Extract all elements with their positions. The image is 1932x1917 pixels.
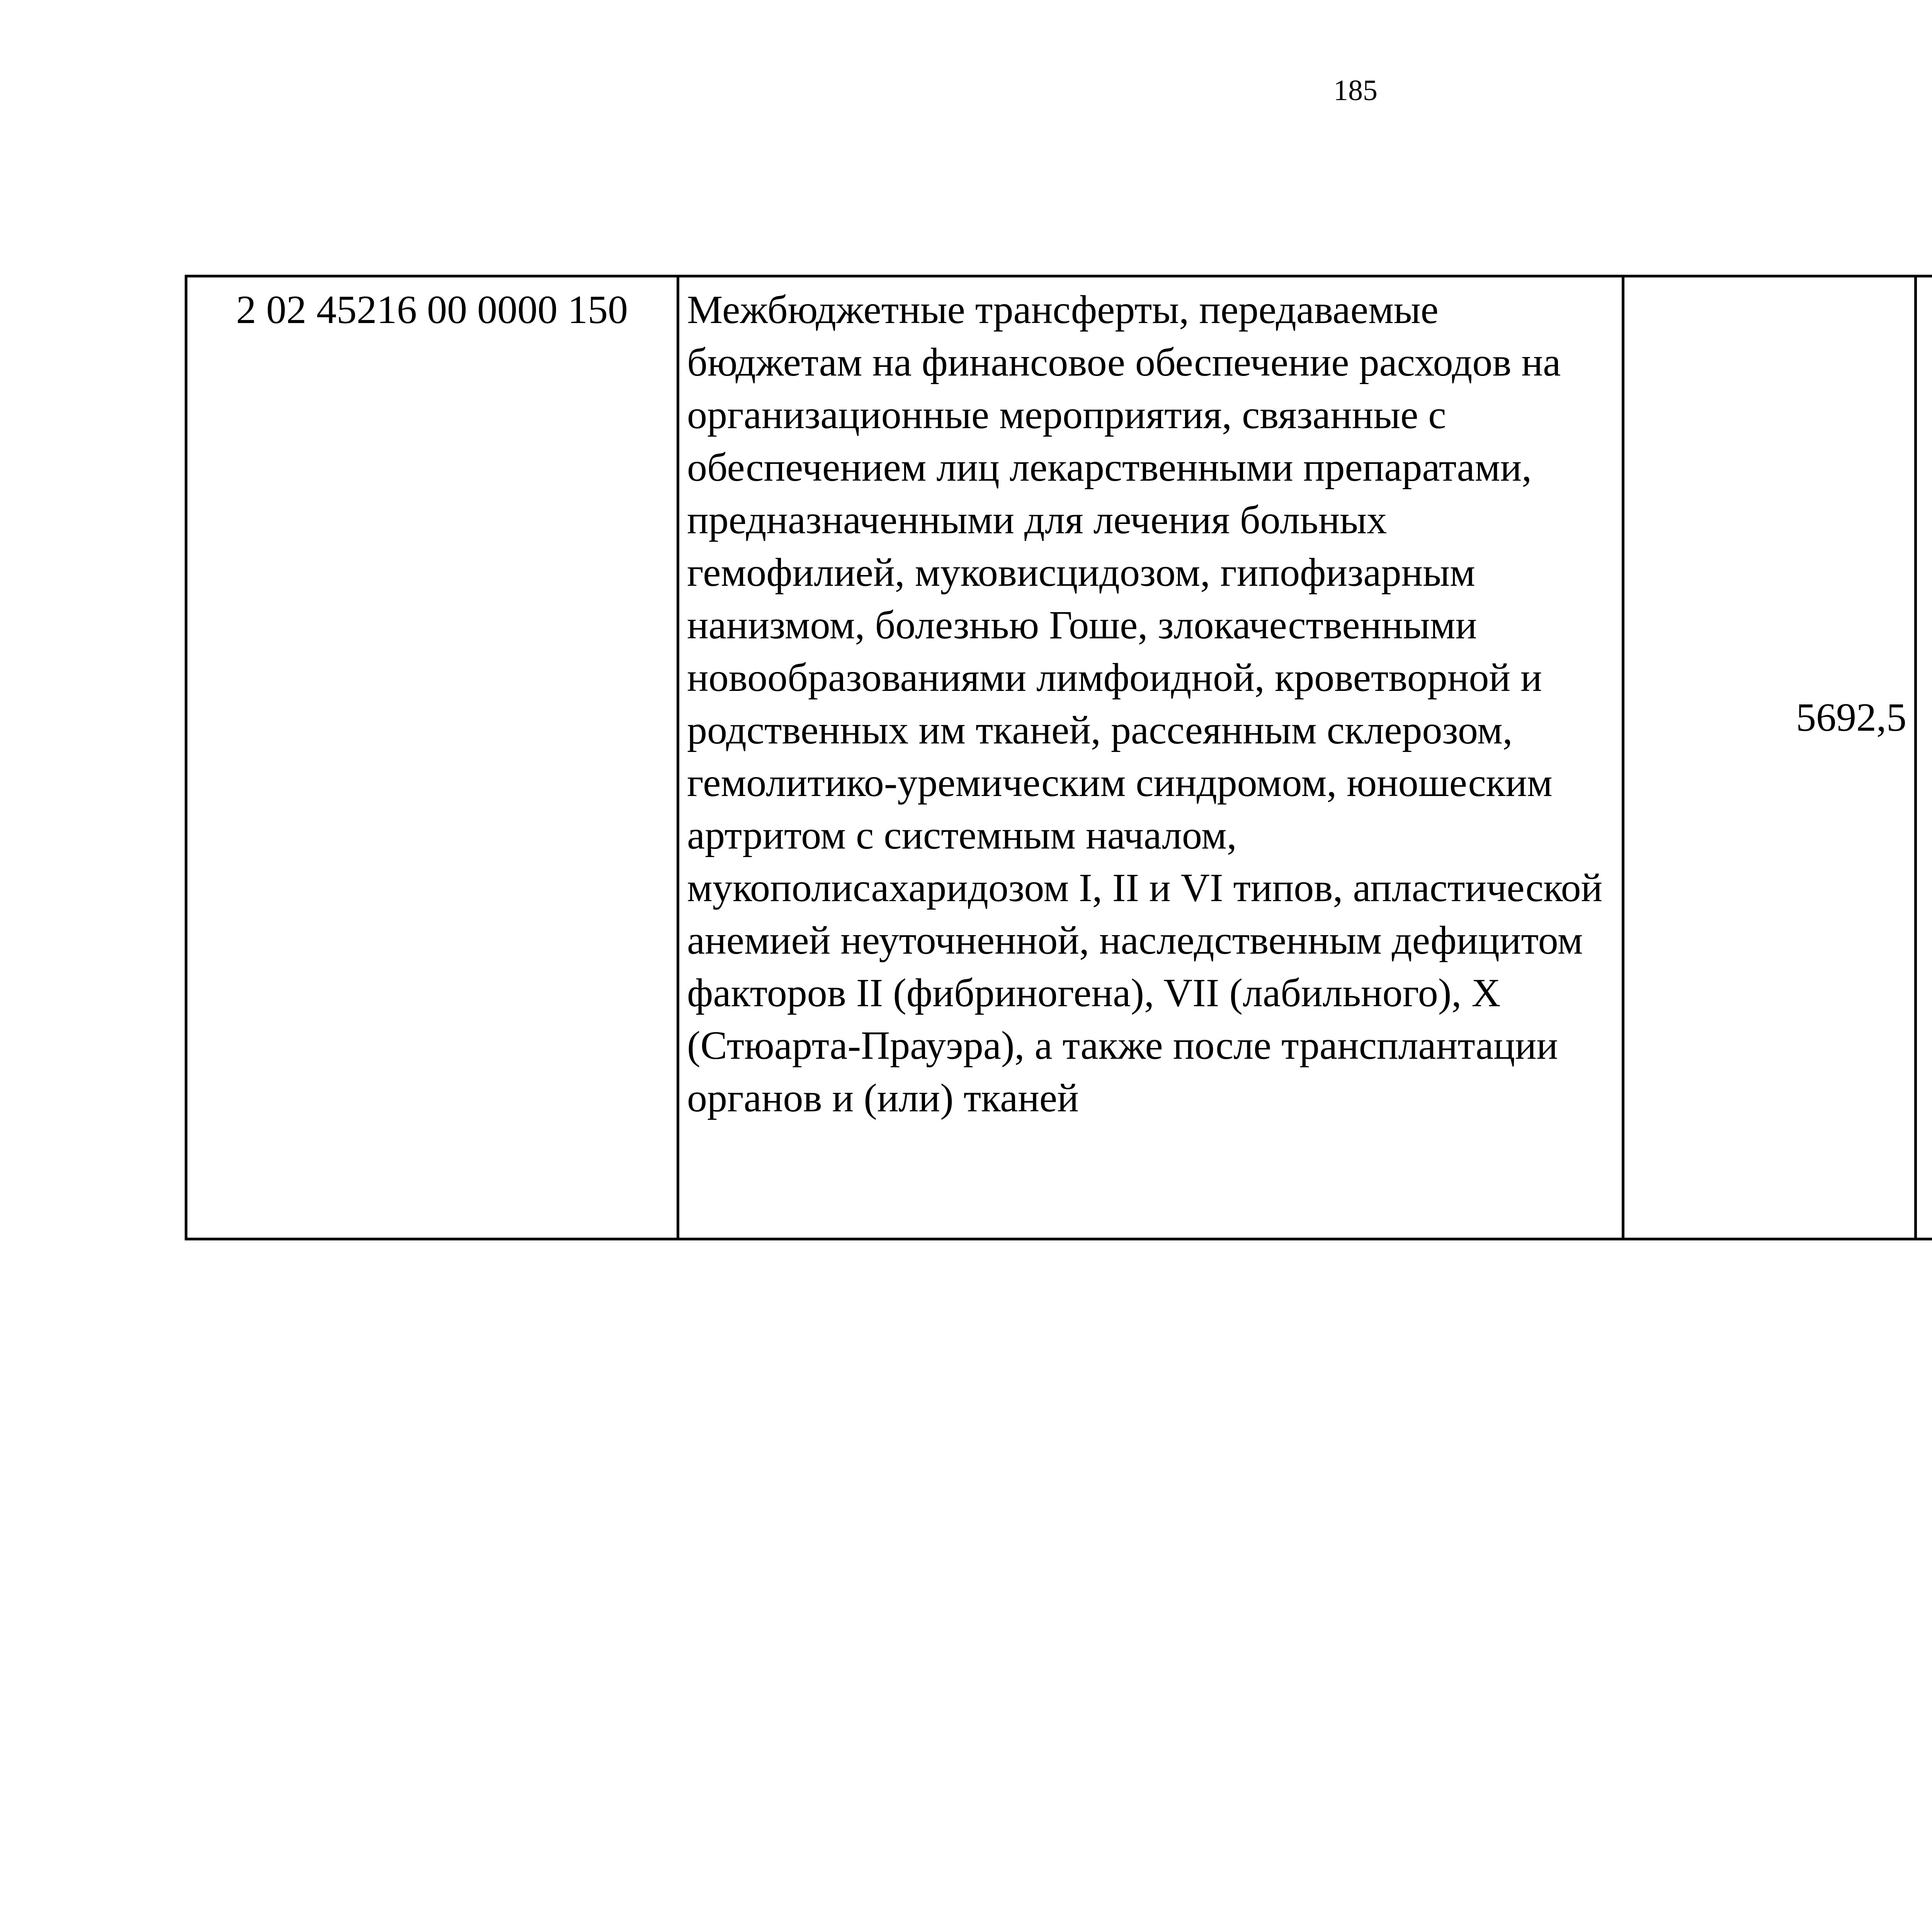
table-row (186, 276, 1932, 1239)
amount-value-1: 5692,5 (1796, 695, 1906, 740)
budget-table (185, 275, 1932, 1240)
amount-cell-1 (1623, 276, 1916, 1239)
amount-cell-2 (1916, 276, 1932, 1239)
page-number: 185 (1333, 74, 1378, 107)
budget-code-cell: 2 02 45216 00 0000 150 (186, 276, 678, 1239)
description-cell: Межбюджетные трансферты, передаваемые бюджетам на финансовое обеспечение расходов на организационные мероприятия, связанные с обеспечением лиц лекарственными препаратами, предназначенными для лечения больных гемофилией, муковисцидозом, гипофизарным нанизмом, болезнью Гоше, злокачественными новообразованиями лимфоидной, кроветворной и родственных им тканей, рассеянным склерозом, гемолитико-уремическим синдромом, юношеским артритом с системным началом, мукополисахаридозом I, II и VI типов, апластической анемией неуточненной, наследственным дефицитом факторов II (фибриногена), VII (лабильного), X (Стюарта-Прауэра), а также после трансплантации органов и (или) тканей (678, 276, 1623, 1239)
